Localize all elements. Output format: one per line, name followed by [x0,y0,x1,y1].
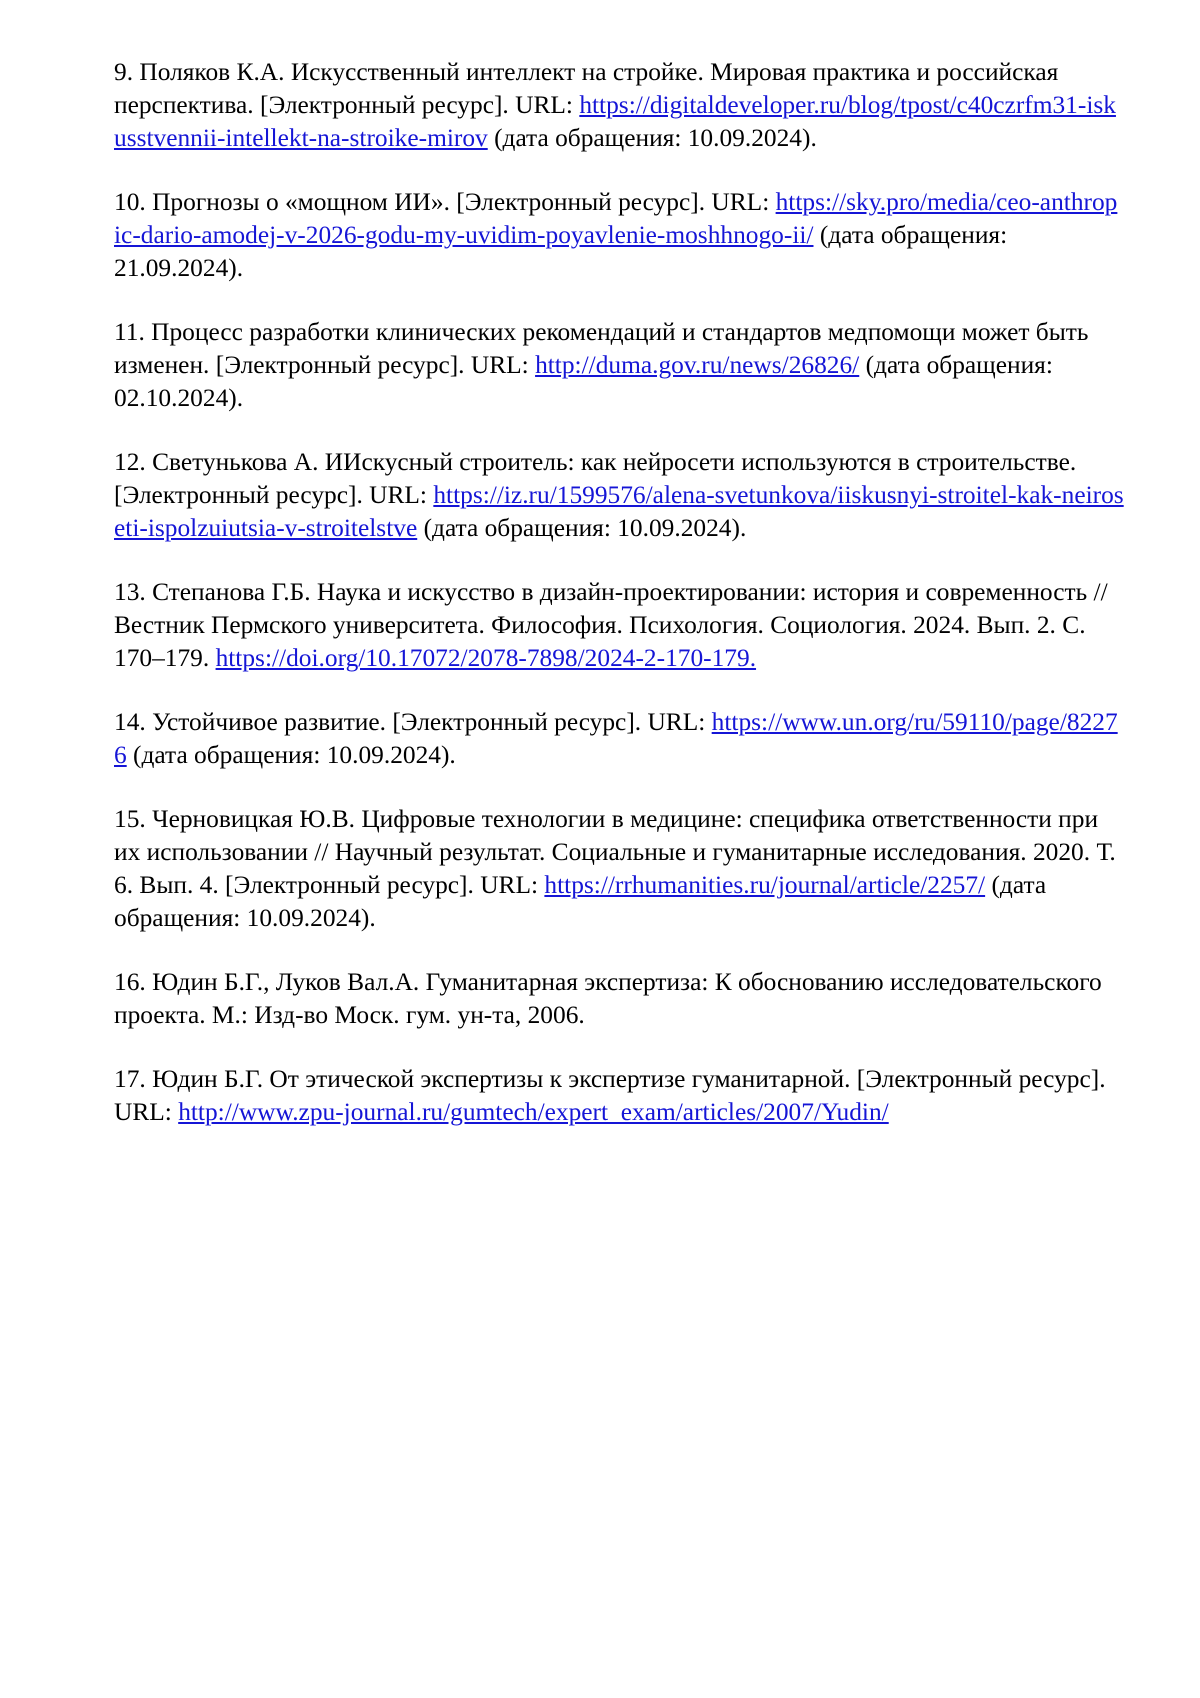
reference-access-date: (дата обращения: 10.09.2024). [114,871,1046,932]
reference-list [114,56,1124,1160]
reference-item-12 [114,446,1124,545]
reference-link[interactable]: https://iz.ru/1599576/alena-svetunkova/iiskusnyi-stroitel-kak-neiroseti-ispolzuiutsia-v-stroitelstve [114,481,1124,542]
reference-link[interactable]: https://digitaldeveloper.ru/blog/tpost/c40czrfm31-iskusstvennii-intellekt-na-stroike-mirov [114,91,1116,152]
reference-access-date: (дата обращения: 21.09.2024). [114,221,1007,282]
reference-text: 12. Светунькова А. ИИскусный строитель: как нейросети используются в строительстве. [Электронный ресурс]. URL: [114,448,1076,509]
reference-item-15 [114,803,1124,935]
reference-link[interactable]: https://www.un.org/ru/59110/page/82276 [114,708,1118,769]
reference-item-16 [114,966,1124,1032]
reference-link[interactable]: https://doi.org/10.17072/2078-7898/2024-2-170-179. [216,644,756,672]
reference-link[interactable]: https://rrhumanities.ru/journal/article/2257/ [544,871,985,899]
reference-text: 10. Прогнозы о «мощном ИИ». [Электронный ресурс]. URL: [114,188,776,216]
reference-access-date: (дата обращения: 10.09.2024). [417,514,746,542]
reference-link[interactable]: http://www.zpu-journal.ru/gumtech/expert_exam/articles/2007/Yudin/ [178,1098,889,1126]
reference-item-17 [114,1063,1124,1129]
reference-item-9 [114,56,1124,155]
reference-item-11 [114,316,1124,415]
reference-text: 17. Юдин Б.Г. От этической экспертизы к экспертизе гуманитарной. [Электронный ресурс]. URL: [114,1065,1106,1126]
reference-item-10 [114,186,1124,285]
reference-text: 15. Черновицкая Ю.В. Цифровые технологии в медицине: специфика ответственности при их использовании // Научный результат. Социальные и гуманитарные исследования. 2020. Т. 6. Вып. 4. [Электронный ресурс]. URL: [114,805,1116,899]
reference-item-14 [114,706,1124,772]
reference-access-date: (дата обращения: 02.10.2024). [114,351,1053,412]
reference-access-date: (дата обращения: 10.09.2024). [127,741,456,769]
reference-text: 11. Процесс разработки клинических рекомендаций и стандартов медпомощи может быть изменен. [Электронный ресурс]. URL: [114,318,1088,379]
reference-text: 9. Поляков К.А. Искусственный интеллект на стройке. Мировая практика и российская перспектива. [Электронный ресурс]. URL: [114,58,1058,119]
reference-link[interactable]: http://duma.gov.ru/news/26826/ [535,351,859,379]
reference-text: 13. Степанова Г.Б. Наука и искусство в дизайн-проектировании: история и современность // Вестник Пермского университета. Философия. Психология. Социология. 2024. Вып. 2. С. 170–179. [114,578,1108,672]
reference-access-date: (дата обращения: 10.09.2024). [488,124,817,152]
reference-link[interactable]: https://sky.pro/media/ceo-anthropic-dario-amodej-v-2026-godu-my-uvidim-poyavlenie-moshhnogo-ii/ [114,188,1117,249]
reference-text: 16. Юдин Б.Г., Луков Вал.А. Гуманитарная экспертиза: К обоснованию исследовательского проекта. М.: Изд-во Моск. гум. ун-та, 2006. [114,968,1102,1029]
reference-item-13 [114,576,1124,675]
reference-text: 14. Устойчивое развитие. [Электронный ресурс]. URL: [114,708,712,736]
